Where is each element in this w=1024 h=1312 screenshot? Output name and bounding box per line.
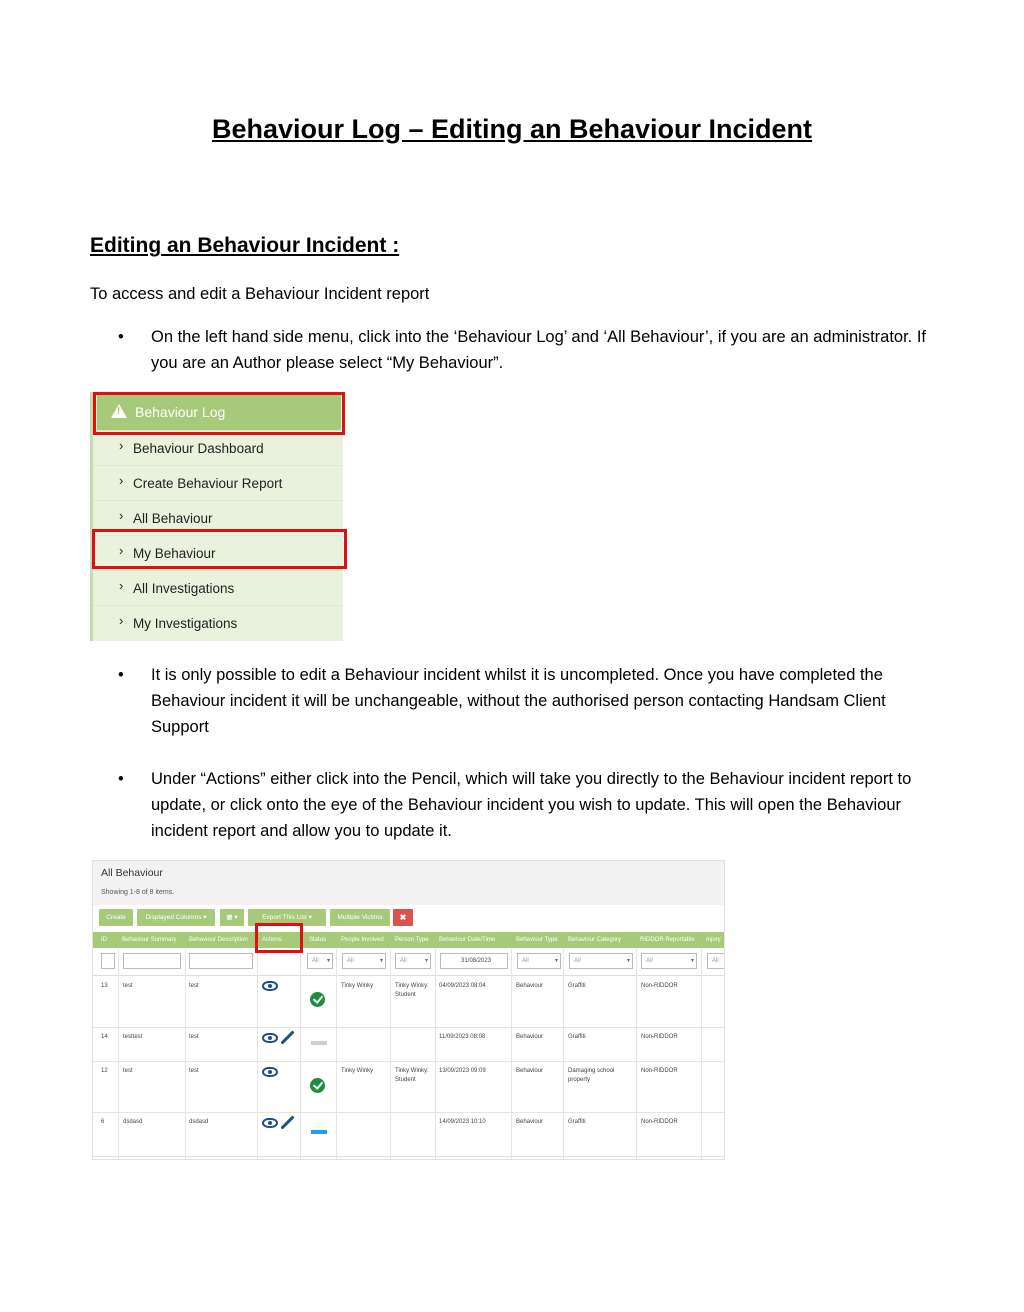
person-type-filter-select[interactable] [395,953,431,969]
cell-description: test [189,1034,199,1040]
cell-type: Behaviour [516,1119,544,1125]
cell-datetime: 13/09/2023 09:09 [439,1068,486,1074]
caret-down-icon: ▾ [626,958,630,964]
menu-item-label: My Investigations [133,616,238,631]
table-header-row [93,932,725,948]
column-header-datetime[interactable]: Behaviour Date/Time [439,937,496,943]
cell-people: Tinky Winky [341,1068,374,1074]
table-row [93,976,725,1028]
highlight-box-behaviour-log [93,392,345,435]
menu-item-create-behaviour-report[interactable] [93,465,343,500]
column-header-category[interactable]: Behaviour Category [568,937,622,943]
cell-id: 6 [101,1119,105,1125]
cell-description: dsdasd [189,1119,209,1125]
menu-item-label: Create Behaviour Report [133,476,283,491]
displayed-columns-button[interactable]: Displayed Columns ▾ [137,909,215,926]
cell-summary: test [123,983,133,989]
date-filter-input[interactable] [440,953,508,969]
column-header-person-type[interactable]: Person Type [395,937,429,943]
chevron-right-icon: › [119,438,124,453]
caret-down-icon: ▾ [326,958,330,964]
filter-value: All [574,958,581,964]
chevron-right-icon: › [119,543,124,558]
filter-value: All [646,958,653,964]
cell-people: Tinky Winky [341,983,374,989]
calendar-dropdown-button[interactable]: ▦ ▾ [220,909,244,926]
cell-type: Behaviour [516,1068,544,1074]
column-header-id[interactable]: ID [101,937,107,943]
eye-icon[interactable] [262,1033,278,1043]
chevron-right-icon: › [119,613,124,628]
document-title: Behaviour Log – Editing an Behaviour Incident [211,114,813,144]
menu-item-label: All Behaviour [133,511,213,526]
column-header-description[interactable]: Behaviour Description [189,937,248,943]
cell-datetime: 14/09/2023 10:10 [439,1119,486,1125]
check-circle-icon [310,992,325,1007]
cell-riddor: Non-RIDDOR [641,1068,678,1074]
section-heading: Editing an Behaviour Incident : [90,234,400,257]
table-row [93,1112,725,1157]
multiple-victims-button[interactable]: Multiple Victims [330,909,390,926]
eye-icon[interactable] [262,1067,278,1077]
column-header-injury[interactable]: Injury [706,937,721,943]
cell-id: 13 [101,983,108,989]
riddor-filter-select[interactable] [641,953,697,969]
cell-category: Graffiti [568,1034,586,1040]
type-filter-select[interactable] [517,953,561,969]
export-list-button[interactable]: Export This List ▾ [248,909,326,926]
filter-value: All [400,958,407,964]
injury-filter-select[interactable] [707,953,725,969]
cell-category: Damaging school property [568,1068,615,1083]
column-header-type[interactable]: Behaviour Type [516,937,558,943]
cell-type: Behaviour [516,983,544,989]
cell-summary: dsdasd [123,1119,143,1125]
column-header-summary[interactable]: Behaviour Summary [122,937,177,943]
create-button[interactable]: Create [99,909,133,926]
cell-type: Behaviour [516,1034,544,1040]
cell-person-type: Tinky Winky: Student [395,1068,429,1083]
filter-value: All [347,958,354,964]
table-title: All Behaviour [101,867,163,879]
id-filter-input[interactable] [101,953,115,969]
cell-id: 14 [101,1034,108,1040]
pencil-icon[interactable] [280,1030,294,1044]
caret-down-icon: ▾ [424,958,428,964]
caret-down-icon: ▾ [379,958,383,964]
intro-paragraph: To access and edit a Behaviour Incident report [90,285,430,303]
column-header-actions[interactable]: Actions [262,937,282,943]
status-filter-select[interactable] [307,953,333,969]
bullet-dot: • [118,328,124,346]
menu-header-label: Behaviour Log [135,404,226,420]
bullet-text: On the left hand side menu, click into the ‘Behaviour Log’ and ‘All Behaviour’, if you are an administrator. If you are an Author please select “My Behaviour”. [151,328,927,372]
menu-item-label: Behaviour Dashboard [133,441,264,456]
cell-id: 12 [101,1068,108,1074]
table-header-panel [93,861,725,905]
bullet-text: It is only possible to edit a Behaviour incident whilst it is uncompleted. Once you have completed the Behaviour incident it will be unchangeable, without the authorised person contacting Handsam Client Support [151,666,886,736]
filter-value: All [522,958,529,964]
chevron-right-icon: › [119,473,124,488]
column-header-people[interactable]: People Involved [341,937,384,943]
status-in-progress-bar [311,1130,327,1134]
filter-value: All [312,958,319,964]
column-header-riddor[interactable]: RIDDOR Reportable [640,937,695,943]
chevron-right-icon: › [119,508,124,523]
cell-category: Graffiti [568,983,586,989]
description-filter-input[interactable] [189,953,253,969]
menu-item-my-investigations[interactable] [93,605,343,640]
eye-icon[interactable] [262,1118,278,1128]
cell-description: test [189,1068,199,1074]
category-filter-select[interactable] [569,953,633,969]
cell-summary: testtest [123,1034,143,1040]
menu-item-label: My Behaviour [133,546,216,561]
caret-down-icon: ▾ [554,958,558,964]
cell-riddor: Non-RIDDOR [641,983,678,989]
cell-datetime: 04/09/2023 08:04 [439,983,486,989]
status-pending-bar [311,1041,327,1045]
cell-riddor: Non-RIDDOR [641,1034,678,1040]
bullet-dot: • [118,770,124,788]
menu-item-label: All Investigations [133,581,235,596]
people-filter-select[interactable] [342,953,386,969]
menu-item-all-investigations[interactable] [93,570,343,605]
cell-datetime: 11/09/2023 08:08 [439,1034,486,1040]
cell-category: Graffiti [568,1119,586,1125]
cell-description: test [189,983,199,989]
filter-row [93,949,725,976]
cell-person-type: Tinky Winky: Student [395,983,429,998]
caret-down-icon: ▾ [690,958,694,964]
bullet-dot: • [118,666,124,684]
filter-date-value: 31/08/2023 [461,958,492,964]
cell-summary: test [123,1068,133,1074]
summary-filter-input[interactable] [123,953,181,969]
filter-value: All [712,958,719,964]
table-row [93,1027,725,1062]
behaviour-table-screenshot [92,860,725,1160]
table-item-count: Showing 1-8 of 8 items. [101,889,175,896]
table-row [93,1061,725,1113]
menu-item-behaviour-dashboard[interactable] [93,430,343,465]
bullet-text: Under “Actions” either click into the Pencil, which will take you directly to the Behaviour incident report to update, or click onto the eye of the Behaviour incident you wish to update. This will open the Behaviour incident report and allow you to update it. [151,770,912,840]
cell-riddor: Non-RIDDOR [641,1119,678,1125]
column-header-status[interactable]: Status [309,937,327,943]
eye-icon[interactable] [262,981,278,991]
delete-button[interactable]: ✖ [393,909,413,926]
highlight-box-actions [255,923,303,953]
pencil-icon[interactable] [280,1115,294,1129]
chevron-right-icon: › [119,578,124,593]
check-circle-icon [310,1078,325,1093]
highlight-box-my-behaviour [92,529,347,569]
